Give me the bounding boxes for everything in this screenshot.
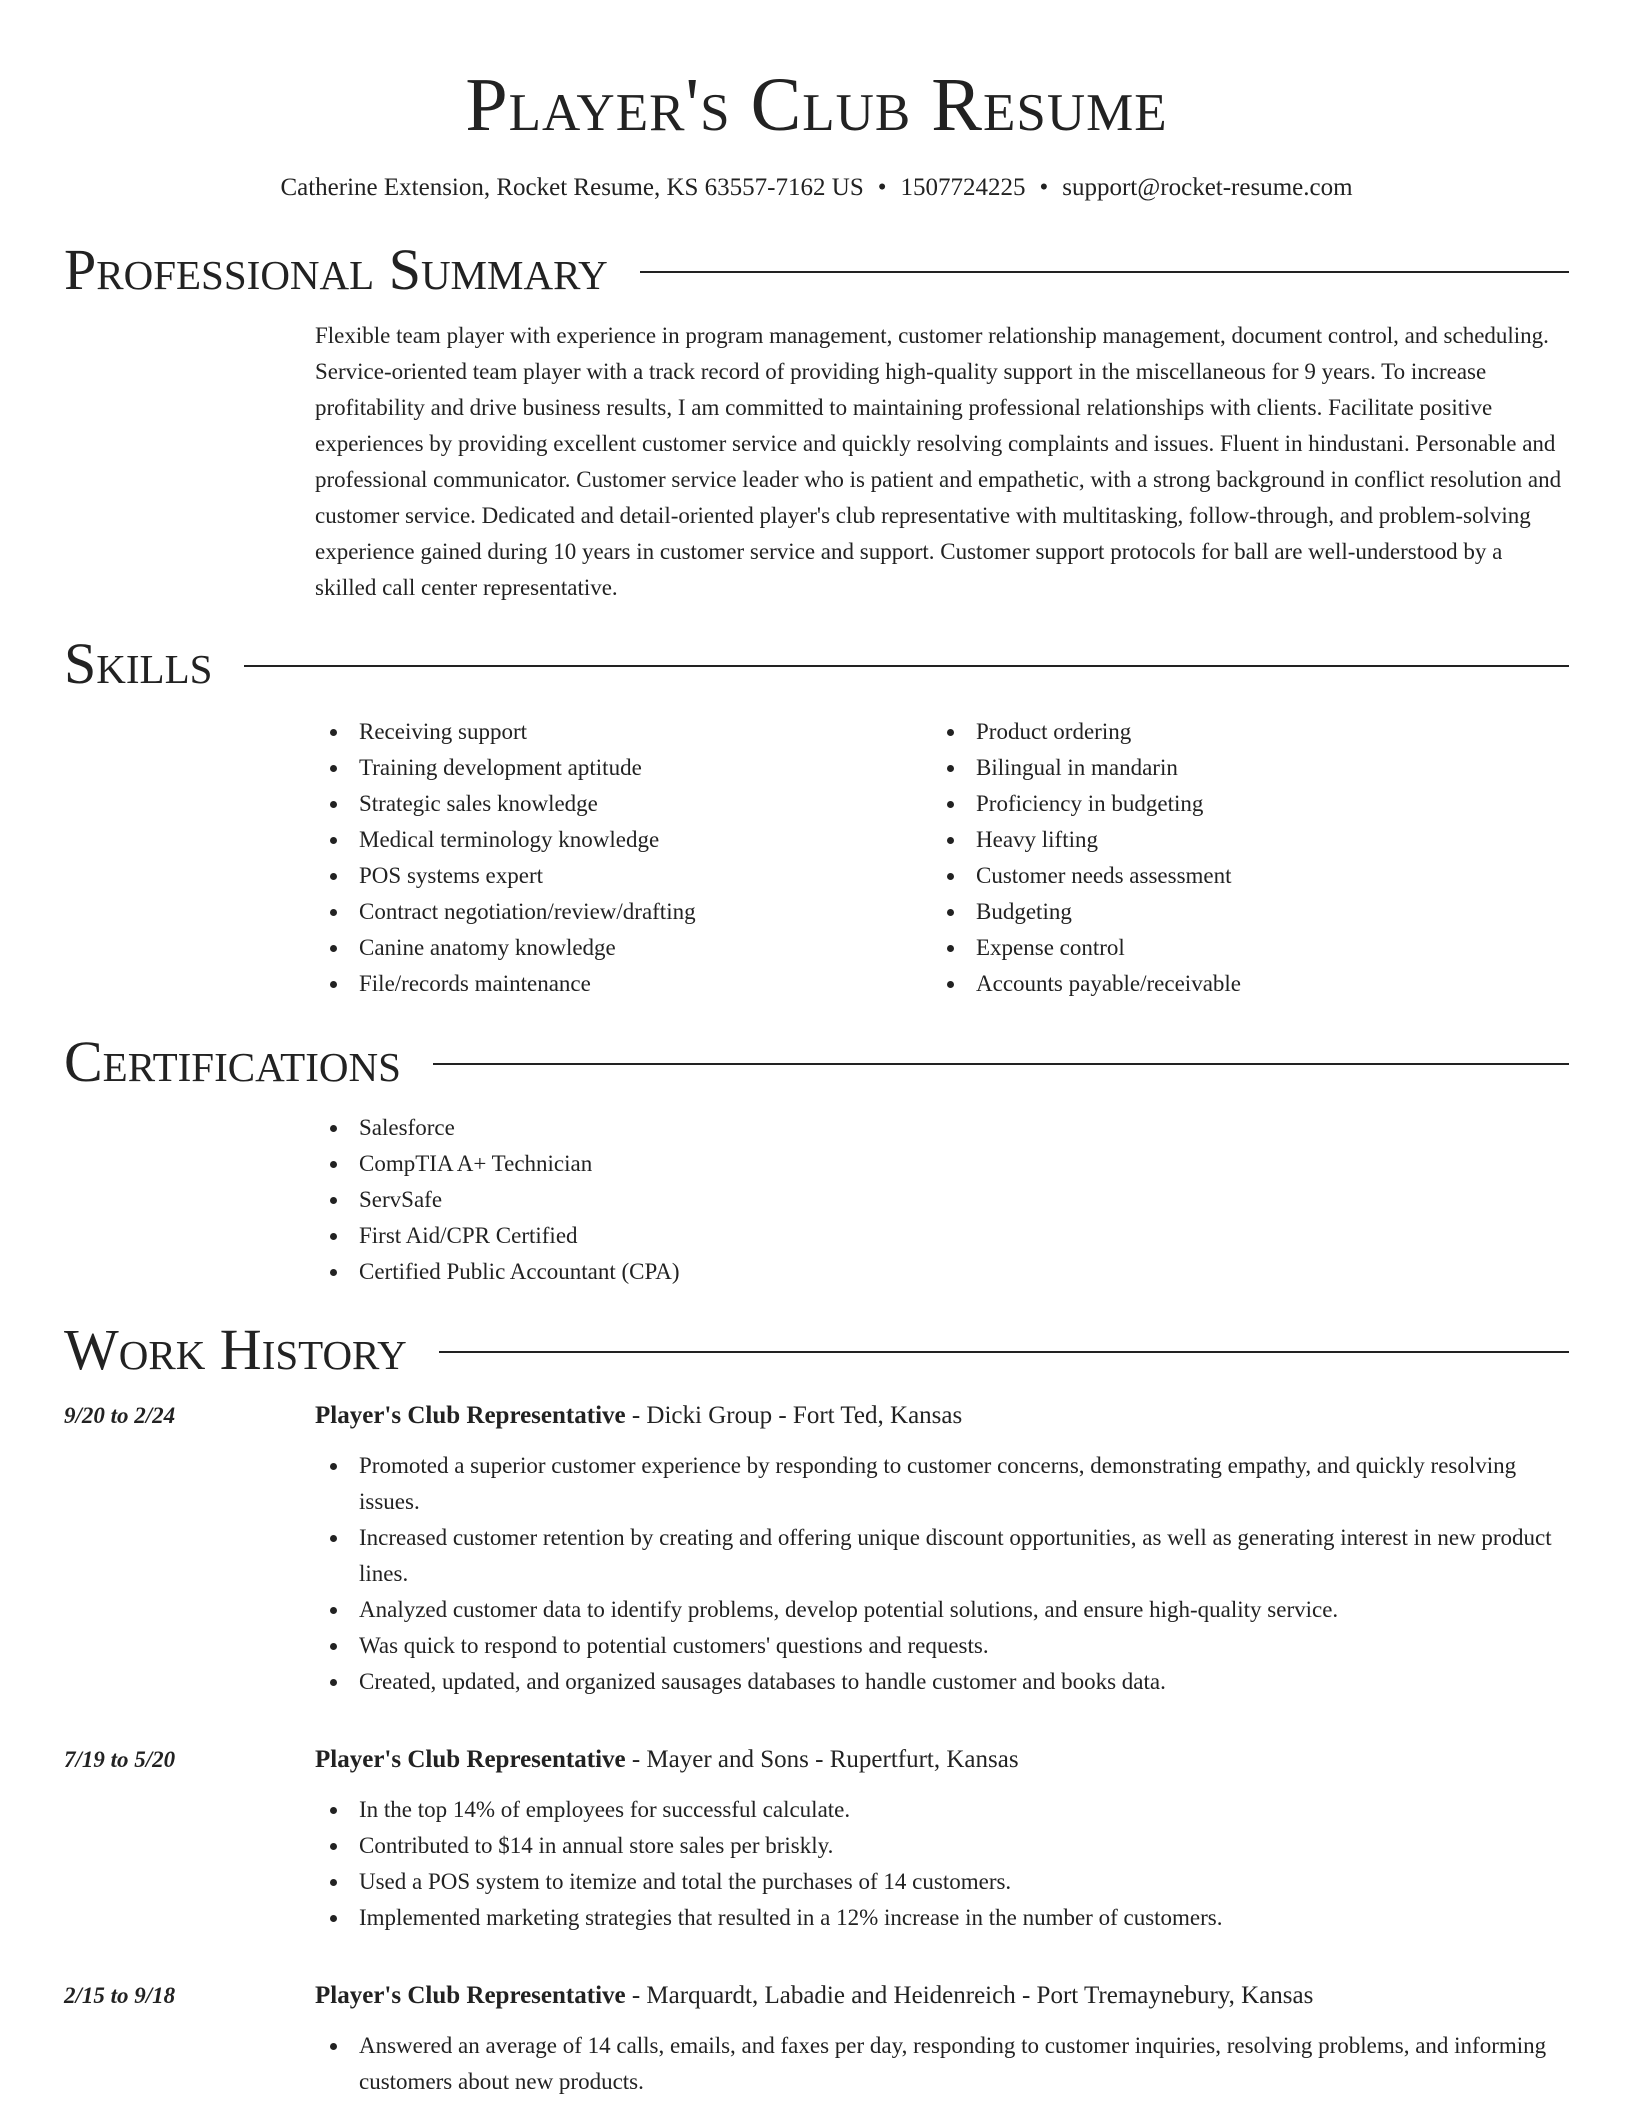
job-dates: 7/19 to 5/20	[64, 1747, 176, 1772]
job-header-row	[64, 1742, 1569, 1778]
work-heading: Work History	[64, 1317, 407, 1382]
skills-list-left	[315, 714, 932, 1002]
contact-phone: 1507724225	[900, 174, 1026, 201]
job-bullet-list	[315, 2028, 1565, 2100]
job-details: - Dicki Group - Fort Ted, Kansas	[625, 1402, 963, 1429]
job-dates: 2/15 to 9/18	[64, 1983, 176, 2008]
contact-email: support@rocket-resume.com	[1062, 174, 1353, 201]
spacer	[64, 1700, 1569, 1724]
list-item: Used a POS system to itemize and total the purchases of 14 customers.	[315, 1864, 1565, 1900]
list-item: File/records maintenance	[315, 966, 932, 1002]
job-details: - Marquardt, Labadie and Heidenreich - Port Tremaynebury, Kansas	[625, 1982, 1314, 2009]
summary-section-header	[64, 237, 1569, 302]
section-divider	[433, 1063, 1569, 1065]
list-item: Product ordering	[932, 714, 1549, 750]
list-item: Certified Public Accountant (CPA)	[315, 1254, 1569, 1290]
list-item: Contract negotiation/review/drafting	[315, 894, 932, 930]
resume-page	[64, 0, 1569, 2100]
certifications-heading: Certifications	[64, 1029, 401, 1094]
list-item: Expense control	[932, 930, 1549, 966]
list-item: Accounts payable/receivable	[932, 966, 1549, 1002]
certifications-list	[315, 1110, 1569, 1290]
summary-heading: Professional Summary	[64, 237, 608, 302]
list-item: Created, updated, and organized sausages databases to handle customer and books data.	[315, 1664, 1565, 1700]
list-item: Training development aptitude	[315, 750, 932, 786]
list-item: Bilingual in mandarin	[932, 750, 1549, 786]
list-item: In the top 14% of employees for successful calculate.	[315, 1792, 1565, 1828]
skills-columns	[315, 714, 1569, 1002]
job-header-row	[64, 1398, 1569, 1434]
list-item: Heavy lifting	[932, 822, 1549, 858]
job-bullet-list	[315, 1448, 1565, 1700]
job-heading	[315, 1978, 1313, 2014]
list-item: Canine anatomy knowledge	[315, 930, 932, 966]
work-section-header	[64, 1317, 1569, 1382]
section-divider	[640, 271, 1569, 273]
skills-section-header	[64, 631, 1569, 696]
contact-line	[64, 172, 1569, 204]
list-item: Promoted a superior customer experience by responding to customer concerns, demonstrating empathy, and quickly resolving issues.	[315, 1448, 1565, 1520]
list-item: Implemented marketing strategies that resulted in a 12% increase in the number of customers.	[315, 1900, 1565, 1936]
job-heading	[315, 1398, 962, 1434]
list-item: Increased customer retention by creating and offering unique discount opportunities, as well as generating interest in new product lines.	[315, 1520, 1565, 1592]
list-item: Salesforce	[315, 1110, 1569, 1146]
list-item: Answered an average of 14 calls, emails, and faxes per day, responding to customer inquiries, resolving problems, and informing customers about new products.	[315, 2028, 1565, 2100]
job-title: Player's Club Representative	[315, 1746, 626, 1773]
contact-address: Catherine Extension, Rocket Resume, KS 63557-7162 US	[280, 174, 864, 201]
skills-heading: Skills	[64, 631, 213, 696]
list-item: ServSafe	[315, 1182, 1569, 1218]
job-dates: 9/20 to 2/24	[64, 1403, 176, 1428]
job-title: Player's Club Representative	[315, 1402, 626, 1429]
certifications-section-header	[64, 1029, 1569, 1094]
resume-title: Player's Club Resume	[465, 63, 1168, 147]
list-item: Was quick to respond to potential customers' questions and requests.	[315, 1628, 1565, 1664]
list-item: Proficiency in budgeting	[932, 786, 1549, 822]
list-item: First Aid/CPR Certified	[315, 1218, 1569, 1254]
contact-separator: •	[877, 174, 887, 201]
list-item: Receiving support	[315, 714, 932, 750]
skills-list-right	[932, 714, 1549, 1002]
summary-text: Flexible team player with experience in program management, customer relationship management, document control, and scheduling. Service-oriented team player with a track record of providing high-quality support in the miscellaneous for 9 years. To increase profitability and drive business results, I am committed to maintaining professional relationships with clients. Facilitate positive experiences by providing excellent customer service and quickly resolving complaints and issues. Fluent in hindustani. Personable and professional communicator. Customer service leader who is patient and empathetic, with a strong background in conflict resolution and customer service. Dedicated and detail-oriented player's club representative with multitasking, follow-through, and problem-solving experience gained during 10 years in customer service and support. Customer support protocols for ball are well-understood by a skilled call center representative.	[315, 323, 1562, 600]
job-details: - Mayer and Sons - Rupertfurt, Kansas	[625, 1746, 1019, 1773]
job-header-row	[64, 1978, 1569, 2014]
job-entry	[64, 1742, 1569, 1936]
list-item: Medical terminology knowledge	[315, 822, 932, 858]
list-item: Analyzed customer data to identify problems, develop potential solutions, and ensure high-quality service.	[315, 1592, 1565, 1628]
job-bullet-list	[315, 1792, 1565, 1936]
spacer	[64, 1936, 1569, 1960]
list-item: POS systems expert	[315, 858, 932, 894]
list-item: CompTIA A+ Technician	[315, 1146, 1569, 1182]
list-item: Customer needs assessment	[932, 858, 1549, 894]
section-divider	[244, 665, 1569, 667]
list-item: Budgeting	[932, 894, 1549, 930]
job-title: Player's Club Representative	[315, 1982, 626, 2009]
list-item: Strategic sales knowledge	[315, 786, 932, 822]
job-heading	[315, 1742, 1019, 1778]
contact-separator: •	[1039, 174, 1049, 201]
list-item: Contributed to $14 in annual store sales per briskly.	[315, 1828, 1565, 1864]
section-divider	[439, 1351, 1569, 1353]
job-entry	[64, 1398, 1569, 1700]
job-entry	[64, 1978, 1569, 2100]
